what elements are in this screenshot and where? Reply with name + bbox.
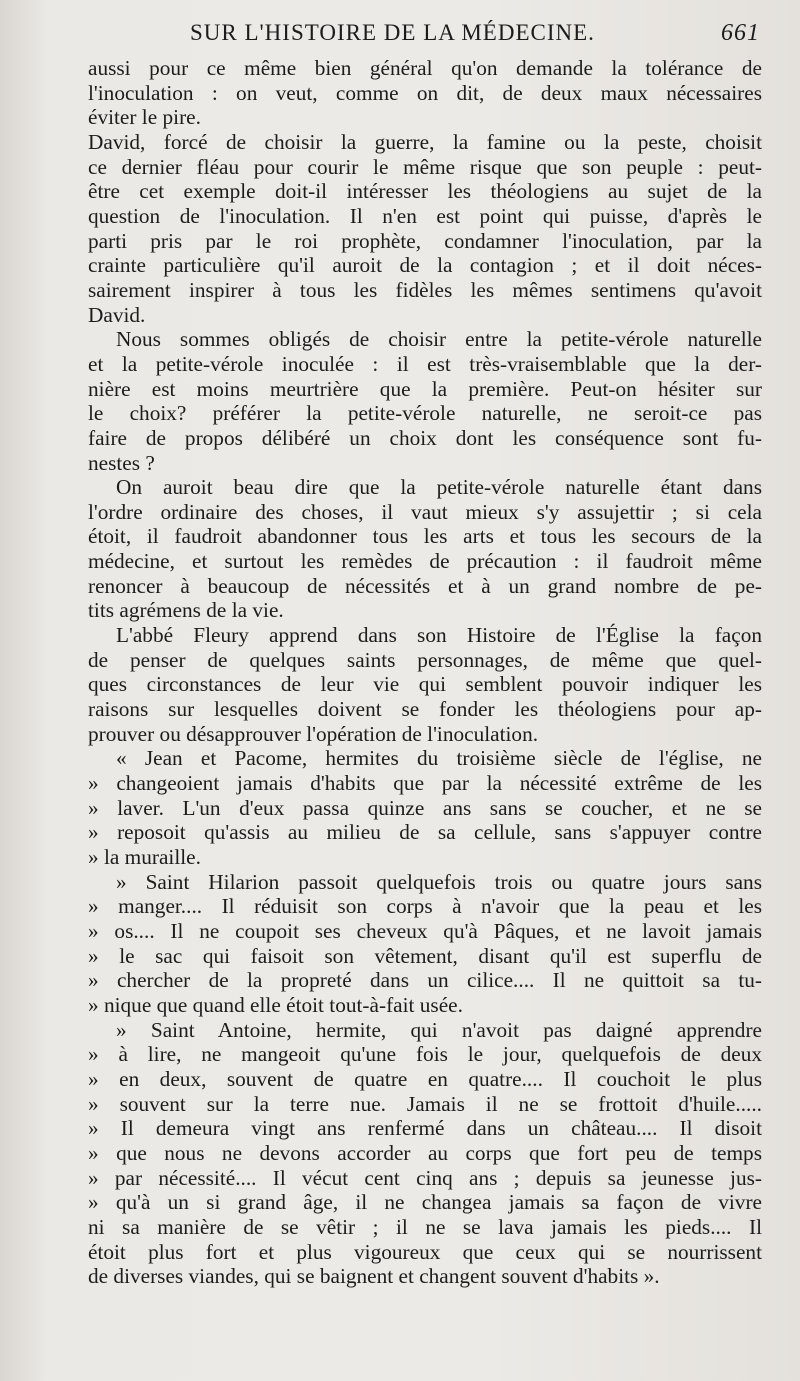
text-line: de diverses viandes, qui se baignent et changent souvent d'habits ». [88, 1264, 660, 1289]
text-line: David, forcé de choisir la guerre, la famine ou la peste, choisit [88, 129, 762, 154]
text-line: » que nous ne devons accorder au corps que fort peu de temps [88, 1140, 762, 1165]
running-header [190, 20, 760, 50]
text-line: l'ordre ordinaire des choses, il vaut mieux s'y assujettir ; si cela [88, 499, 762, 524]
text-line: » en deux, souvent de quatre en quatre.... Il couchoit le plus [88, 1066, 762, 1091]
paragraph [88, 327, 762, 475]
text-line: » manger.... Il réduisit son corps à n'avoir que la peau et les [88, 894, 762, 919]
paragraph [88, 623, 762, 746]
text-line: » Saint Hilarion passoit quelquefois trois ou quatre jours sans [116, 869, 762, 894]
text-line: ques circonstances de leur vie qui semblent pouvoir indiquer les [88, 672, 762, 697]
text-line: l'inoculation : on veut, comme on dit, de deux maux nécessaires [88, 80, 762, 105]
text-line: le choix? préférer la petite-vérole naturelle, ne seroit-ce pas [88, 401, 762, 426]
text-line: nestes ? [88, 450, 155, 475]
text-line: » par nécessité.... Il vécut cent cinq ans ; depuis sa jeunesse jus- [88, 1165, 762, 1190]
text-line: » changeoient jamais d'habits que par la nécessité extrême de les [88, 771, 762, 796]
text-line: faire de propos délibéré un choix dont les conséquence sont fu- [88, 425, 762, 450]
text-line: » os.... Il ne coupoit ses cheveux qu'à Pâques, et ne lavoit jamais [88, 918, 762, 943]
paragraph [88, 56, 762, 130]
text-line: On auroit beau dire que la petite-vérole naturelle étant dans [116, 475, 762, 500]
text-line: éviter le pire. [88, 105, 201, 130]
text-line: médecine, et surtout les remèdes de précaution : il faudroit même [88, 549, 762, 574]
paragraph [88, 130, 762, 327]
text-line: « Jean et Pacome, hermites du troisième siècle de l'église, ne [116, 746, 762, 771]
text-line: nière est moins meurtrière que la première. Peut-on hésiter sur [88, 376, 762, 401]
text-line: David. [88, 302, 146, 327]
text-line: » laver. L'un d'eux passa quinze ans sans se coucher, et ne se [88, 795, 762, 820]
text-line: étoit, il faudroit abandonner tous les arts et tous les secours de la [88, 524, 762, 549]
text-line: prouver ou désapprouver l'opération de l'inoculation. [88, 721, 539, 746]
paragraph [88, 746, 762, 869]
text-line: Nous sommes obligés de choisir entre la petite-vérole naturelle [116, 327, 762, 352]
text-line: et la petite-vérole inoculée : il est très-vraisemblable que la der- [88, 351, 762, 376]
text-line: » à lire, ne mangeoit qu'une fois le jour, quelquefois de deux [88, 1042, 762, 1067]
text-line: L'abbé Fleury apprend dans son Histoire de l'Église la façon [116, 623, 762, 648]
paragraph [88, 870, 762, 1018]
text-line: » reposoit qu'assis au milieu de sa cellule, sans s'appuyer contre [88, 820, 762, 845]
text-line: » qu'à un si grand âge, il ne changea jamais sa façon de vivre [88, 1190, 762, 1215]
text-line: sairement inspirer à tous les fidèles les mêmes sentimens qu'avoit [88, 277, 762, 302]
text-line: » la muraille. [88, 845, 201, 869]
text-line: aussi pour ce même bien général qu'on demande la tolérance de [88, 56, 762, 80]
text-line: » nique que quand elle étoit tout-à-fait usée. [88, 992, 463, 1017]
text-line: ni sa manière de se vêtir ; il ne se lava jamais les pieds.... Il [88, 1214, 762, 1239]
paragraph [88, 475, 762, 623]
text-line: étoit plus fort et plus vigoureux que ceux qui se nourrissent [88, 1239, 762, 1264]
text-line: parti pris par le roi prophète, condamner l'inoculation, par la [88, 228, 762, 253]
text-line: être cet exemple doit-il intéresser les théologiens au sujet de la [88, 179, 762, 204]
text-line: » souvent sur la terre nue. Jamais il ne se frottoit d'huile..... [88, 1091, 762, 1116]
text-line: » Il demeura vingt ans renfermé dans un château.... Il disoit [88, 1116, 762, 1141]
text-line: crainte particulière qu'il auroit de la contagion ; et il doit néces- [88, 253, 762, 278]
text-line: de penser de quelques saints personnages, de même que quel- [88, 647, 762, 672]
page-body [88, 56, 762, 1289]
text-line: ce dernier fléau pour courir le même risque que son peuple : peut- [88, 154, 762, 179]
running-title: SUR L'HISTOIRE DE LA MÉDECINE. [190, 20, 595, 45]
text-line: raisons sur lesquelles doivent se fonder les théologiens pour ap- [88, 697, 762, 722]
text-line: » chercher de la propreté dans un cilice.... Il ne quittoit sa tu- [88, 968, 762, 993]
paragraph [88, 1018, 762, 1289]
text-line: question de l'inoculation. Il n'en est point qui puisse, d'après le [88, 203, 762, 228]
text-line: tits agrémens de la vie. [88, 598, 284, 623]
page-number: 661 [721, 20, 760, 46]
text-line: » Saint Antoine, hermite, qui n'avoit pas daigné apprendre [116, 1017, 762, 1042]
text-line: renoncer à beaucoup de nécessités et à un grand nombre de pe- [88, 573, 762, 598]
text-line: » le sac qui faisoit son vêtement, disant qu'il est superflu de [88, 943, 762, 968]
